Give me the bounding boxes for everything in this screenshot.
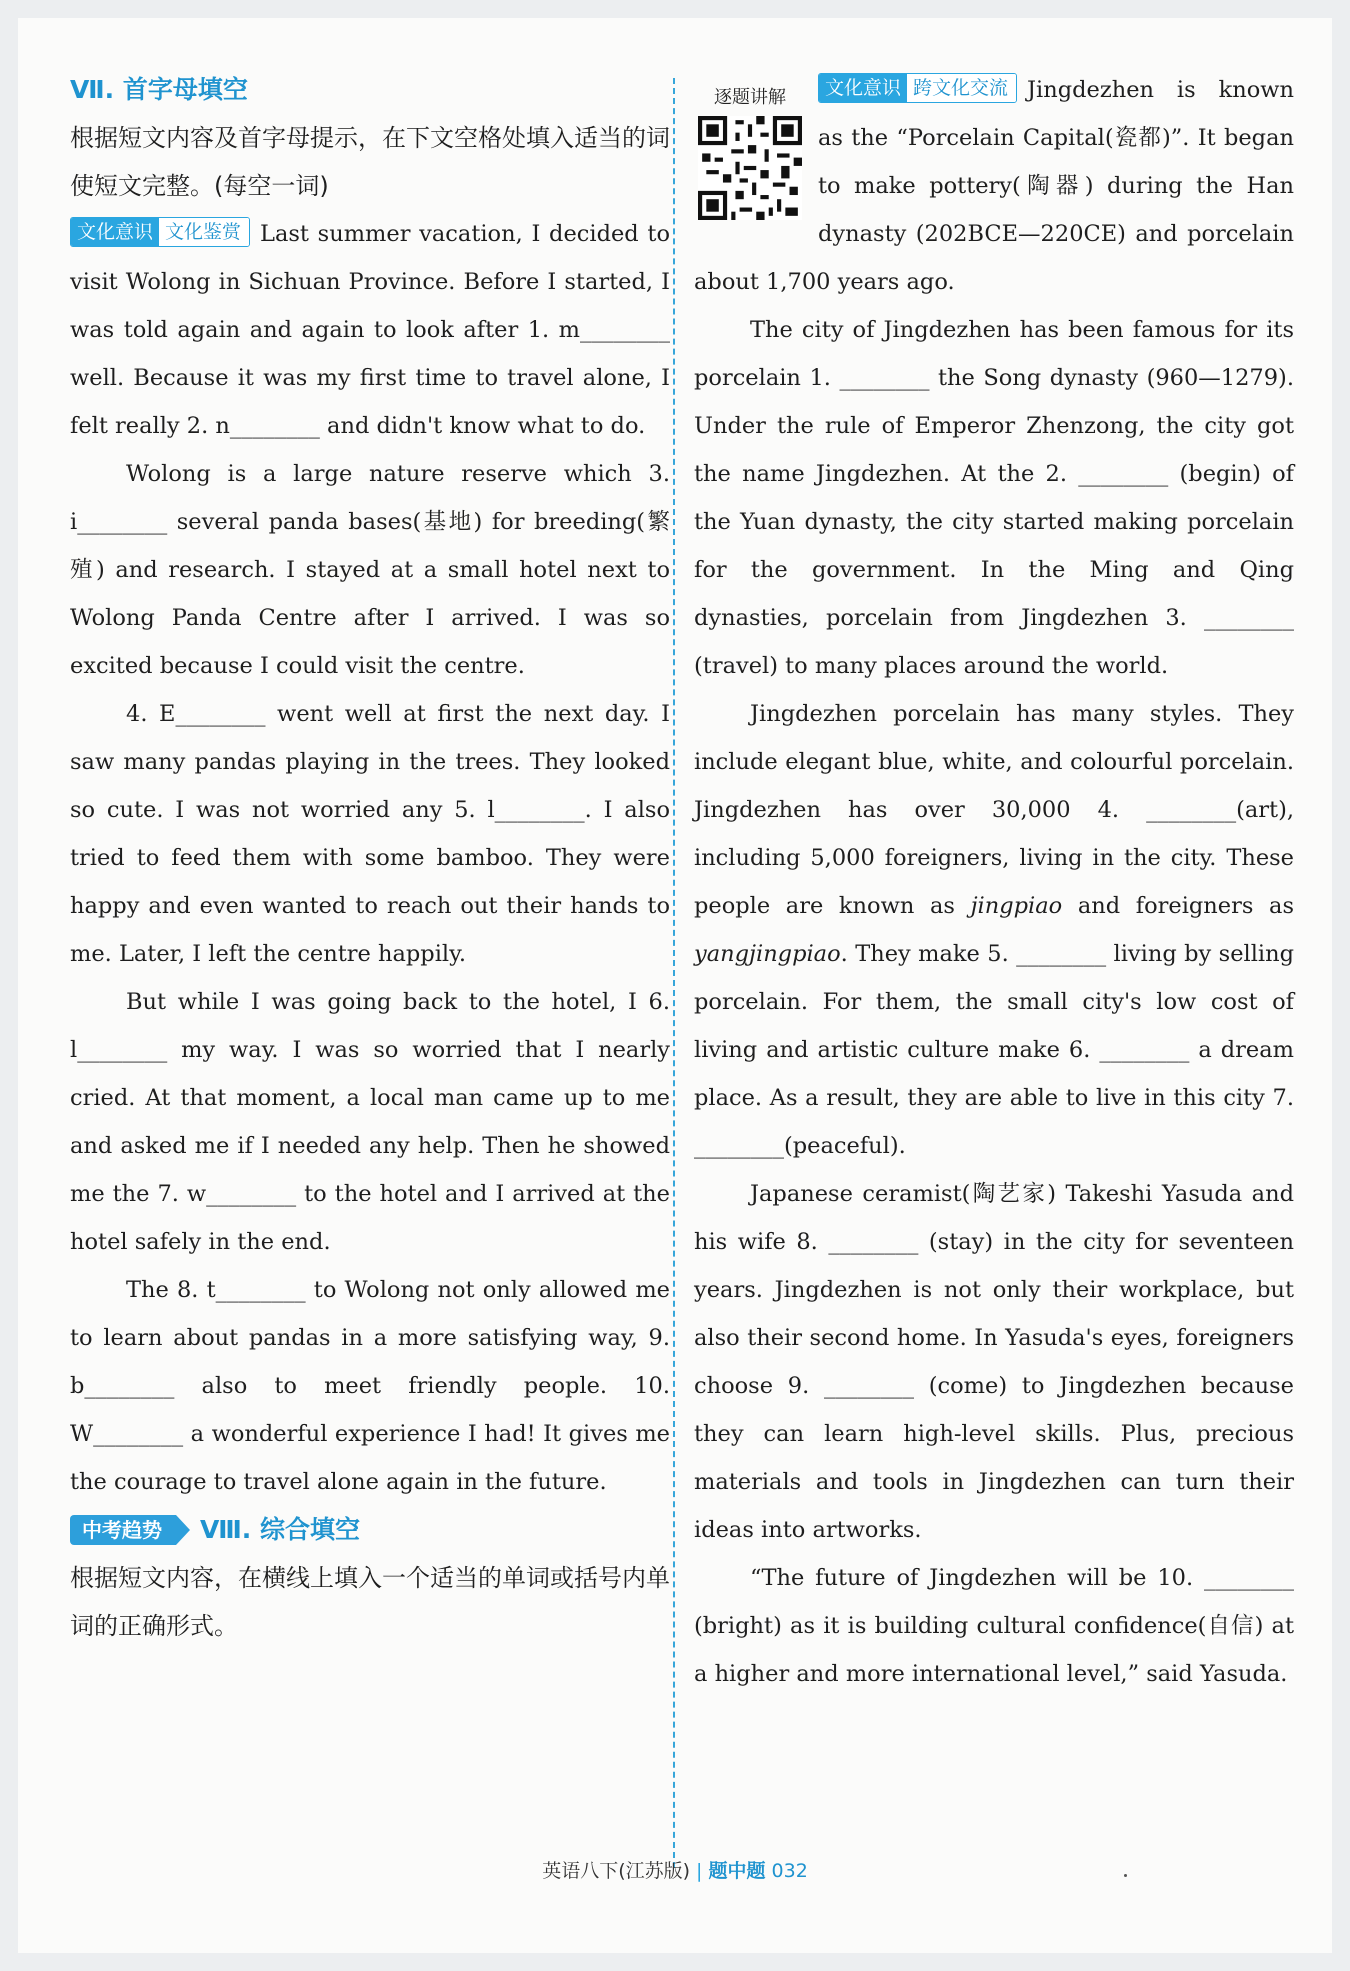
book-title: 英语八下(江苏版) xyxy=(542,1860,691,1882)
brand-name: 题中题 xyxy=(708,1860,766,1882)
passage-1-paragraph-1 xyxy=(70,210,670,450)
passage-2-paragraph-5: “The future of Jingdezhen will be 10. ________ (bright) as it is building cultural confidence(自信) at a higher and more international level,” said Yasuda. xyxy=(694,1565,1294,1687)
qr-label: 逐题讲解 xyxy=(714,87,786,108)
page-number: 032 xyxy=(771,1860,808,1882)
passage-1-paragraph-4: But while I was going back to the hotel, I 6. l________ my way. I was so worried that I nearly cried. At that moment, a local man came up to me and asked me if I needed any help. Then he showed me the 7. w________ to the hotel and I arrived at the hotel safely in the end. xyxy=(70,989,670,1255)
page-footer xyxy=(18,1856,1332,1883)
section-7-instruction: 根据短文内容及首字母提示，在下文空格处填入适当的词使短文完整。(每空一词) xyxy=(70,124,670,200)
passage-1-paragraph-5: The 8. t________ to Wolong not only allowed me to learn about pandas in a more satisfying way, 9. b________ also to meet friendly people. 10. W________ a wonderful experience I had! It gives me the courage to travel alone again in the future. xyxy=(70,1277,670,1495)
tag-category: 文化意识 xyxy=(71,218,159,246)
term-yangjingpiao: yangjingpiao xyxy=(694,941,841,967)
passage-2-paragraph-2: The city of Jingdezhen has been famous for its porcelain 1. ________ the Song dynasty (960—1279). Under the rule of Emperor Zhenzong, the city got the name Jingdezhen. At the 2. ________ (begin) of the Yuan dynasty, the city started making porcelain for the government. In the Ming and Qing dynasties, porcelain from Jingdezhen 3. ________ (travel) to many places around the world. xyxy=(694,317,1294,679)
paragraph-text-c: . They make 5. ________ living by selling porcelain. For them, the small city's low cost of living and artistic culture make 6. ________ a dream place. As a result, they are able to live in this city 7. ________(peaceful). xyxy=(694,941,1294,1159)
passage-1-paragraph-2: Wolong is a large nature reserve which 3. i________ several panda bases(基地) for breeding(繁殖) and research. I stayed at a small hotel next to Wolong Panda Centre after I arrived. I was so excited because I could visit the centre. xyxy=(70,461,670,679)
qr-code-icon xyxy=(698,116,802,220)
right-column xyxy=(694,66,1294,1698)
passage-1-paragraph-3: 4. E________ went well at first the next day. I saw many pandas playing in the trees. They looked so cute. I was not worried any 5. l________. I also tried to feed them with some bamboo. They were happy and even wanted to reach out their hands to me. Later, I left the centre happily. xyxy=(70,701,670,967)
print-dot xyxy=(1124,1874,1127,1877)
qr-code-block[interactable] xyxy=(694,84,806,220)
passage-2-paragraph-4: Japanese ceramist(陶艺家) Takeshi Yasuda and his wife 8. ________ (stay) in the city for seventeen years. Jingdezhen is not only their workplace, but also their second home. In Yasuda's eyes, foreigners choose 9. ________ (come) to Jingdezhen because they can learn high-level skills. Plus, precious materials and tools in Jingdezhen can turn their ideas into artworks. xyxy=(694,1181,1294,1543)
passage-2-paragraph-3 xyxy=(694,690,1294,1170)
section-8-header xyxy=(70,1506,670,1554)
intro-text: Jingdezhen is known as the “Porcelain Capital(瓷都)”. It began to make pottery(陶器) during the Han dynasty (202BCE—220CE) and porcelain about 1,700 years ago. xyxy=(694,77,1294,295)
section-7-title: Ⅶ. 首字母填空 xyxy=(70,75,248,104)
culture-tag xyxy=(818,73,1017,103)
paragraph-text: Last summer vacation, I decided to visit Wolong in Sichuan Province. Before I started, I was told again and again to look after 1. m________ well. Because it was my first time to travel alone, I felt really 2. n________ and didn't know what to do. xyxy=(70,221,670,439)
footer-separator: | xyxy=(696,1860,703,1882)
passage-2-intro xyxy=(694,66,1294,306)
exam-trend-badge: 中考趋势 xyxy=(70,1515,176,1545)
left-column xyxy=(70,66,670,1650)
tag-category: 文化意识 xyxy=(819,74,907,102)
tag-subcategory: 文化鉴赏 xyxy=(159,218,249,246)
tag-subcategory: 跨文化交流 xyxy=(907,74,1016,102)
workbook-page xyxy=(18,18,1332,1953)
term-jingpiao: jingpiao xyxy=(970,893,1063,919)
paragraph-text-b: and foreigners as xyxy=(1062,893,1295,919)
column-divider xyxy=(673,78,675,1868)
culture-tag xyxy=(70,217,250,247)
section-8-title: Ⅷ. 综合填空 xyxy=(200,1515,361,1544)
paragraph-text-a: Jingdezhen porcelain has many styles. They include elegant blue, white, and colourful porcelain. Jingdezhen has over 30,000 4. ________(art), including 5,000 foreigners, living in the city. These people are known as xyxy=(694,701,1294,919)
section-8-instruction: 根据短文内容，在横线上填入一个适当的单词或括号内单词的正确形式。 xyxy=(70,1564,670,1640)
